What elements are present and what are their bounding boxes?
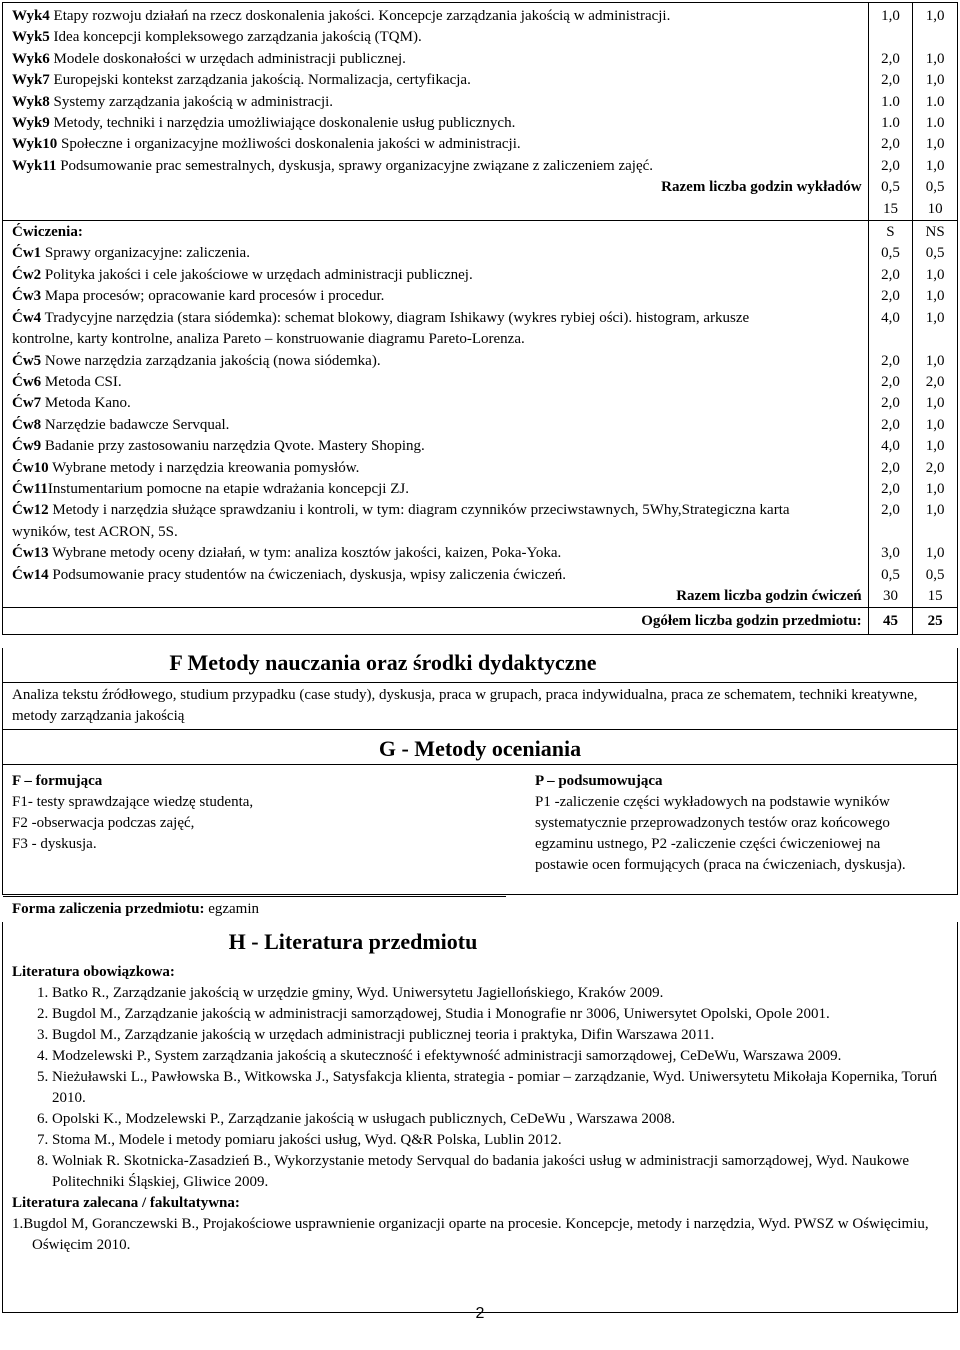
section-g-title: G - Metody oceniania (378, 736, 582, 761)
formative-assessment: F – formująca F1- testy sprawdzające wiedzę studenta, F2 -obserwacja podczas zajęć, F3 - dyskusja. (3, 765, 516, 895)
exercise-item: Ćw10 Wybrane metody i narzędzia kreowania pomysłów. (12, 459, 360, 476)
exercise-item: Ćw3 Mapa procesów; opracowanie kard procesów i procedur. (12, 288, 385, 305)
literature-item: 1. Batko R., Zarządzanie jakością w urzędzie gminy, Wyd. Uniwersytetu Jagiellońskiego, Kraków 2009. (52, 983, 947, 1004)
exercise-item: Ćw4 Tradycyjne narzędzia (stara siódemka): schemat blokowy, diagram Ishikawy (wykres rybiej ości). histogram, arkusze kontrolne, karty kontrolne, analiza Pareto – konstruowanie diagramu Pareto-Lorenza. (12, 309, 750, 348)
page-number: 2 (475, 1305, 485, 1322)
literature-item: 2. Bugdol M., Zarządzanie jakością w administracji samorządowej, Studia i Monografie nr 3006, Uniwersytet Opolski, Opole 2001. (52, 1004, 947, 1025)
section-h (2, 922, 958, 1313)
lecture-item: Wyk9 Metody, techniki i narzędzia umożliwiające doskonalenie usług publicznych. (12, 115, 516, 132)
grand-total-row: Ogółem liczba godzin przedmiotu: 45 25 (3, 608, 958, 635)
literature-item: 7. Stoma M., Modele i metody pomiaru jakości usług, Wyd. Q&R Polska, Lublin 2012. (52, 1130, 947, 1151)
exercise-item: Ćw7 Metoda Kano. (12, 395, 131, 412)
literature-item: 4. Modzelewski P., System zarządzania jakością a skuteczność i efektywność administracji samorządowej, CeDeWu, Warszawa 2009. (52, 1046, 947, 1067)
lecture-item: Wyk4 Etapy rozwoju działań na rzecz doskonalenia jakości. Koncepcje zarządzania jakością w administracji. (12, 8, 671, 24)
schedule-table (2, 2, 958, 635)
optional-literature: 1.Bugdol M, Goranczewski B., Projakościowe usprawnienie organizacji oparte na procesie. Koncepcje, metody i narzędzia, Wyd. PWSZ w Oświęcimiu, Oświęcim 2010. (12, 1216, 929, 1253)
sections-table (2, 648, 958, 895)
literature-item: 6. Opolski K., Modzelewski P., Zarządzanie jakością w usługach publicznych, CeDeWu , Warszawa 2008. (52, 1109, 947, 1130)
exercise-item: Ćw8 Narzędzie badawcze Servqual. (12, 416, 230, 433)
exercises-total-label: Razem liczba godzin ćwiczeń (676, 587, 862, 604)
lecture-item: Wyk5 Idea koncepcji kompleksowego zarządzania jakością (TQM). (12, 29, 422, 46)
section-f-text: Analiza tekstu źródłowego, studium przypadku (case study), dyskusja, praca w grupach, praca indywidualna, praca ze schematem, techniki kreatywne, metody zarządzania jakością (3, 683, 958, 730)
lecture-item: Wyk10 Społeczne i organizacyjne możliwości doskonalenia jakości w administracji. (12, 136, 521, 153)
exercise-item: Ćw14 Podsumowanie pracy studentów na ćwiczeniach, dyskusja, wpisy zaliczenia ćwiczeń. (12, 566, 566, 583)
exercise-item: Ćw6 Metoda CSI. (12, 373, 122, 390)
literature-item: 8. Wolniak R. Skotnicka-Zasadzień B., Wykorzystanie metody Servqual do badania jakości usług w administracji samorządowej, Wyd. Naukowe Politechniki Śląskiej, Gliwice 2009. (52, 1151, 947, 1193)
summative-assessment: P – podsumowująca P1 -zaliczenie części wykładowych na podstawie wyników systematycznie przeprowadzonych testów oraz końcowego egzaminu ustnego, P2 -zaliczenie części ćwiczeniowej na postawie ocen formujących (praca na ćwiczeniach, dyskusja). (515, 765, 958, 895)
exercises-header: Ćwiczenia: (12, 224, 83, 241)
exercise-item: Ćw9 Badanie przy zastosowaniu narzędzia Qvote. Mastery Shoping. (12, 438, 425, 455)
literature-item: 3. Bugdol M., Zarządzanie jakością w urzędach administracji publicznej teoria i praktyka, Difin Warszawa 2011. (52, 1025, 947, 1046)
exercise-item: Ćw2 Polityka jakości i cele jakościowe w urzędach administracji publicznej. (12, 266, 473, 283)
section-h-title: H - Literatura przedmiotu (228, 929, 478, 954)
section-f-title: F Metody nauczania oraz środki dydaktyczne (169, 650, 597, 675)
exercise-item: Ćw13 Wybrane metody oceny działań, w tym: analiza kosztów jakości, kaizen, Poka-Yoka. (12, 545, 562, 562)
lectures-row: Wyk4 Etapy rozwoju działań na rzecz doskonalenia jakości. Koncepcje zarządzania jakością w administracji. Wyk5 Idea koncepcji kompleksowego zarządzania jakością (TQM). Wyk6 Modele doskonałości w urzędach administracji publicznej. Wyk7 Europejski kontekst zarządzania jakością. Normalizacja, certyfikacja. Wyk8 Systemy zarządzania jakością w administracji. Wyk9 Metody, techniki i narzędzia umożliwiające doskonalenie usług publicznych. Wyk10 Społeczne i organizacyjne możliwości doskonalenia jakości w administracji. Wyk11 Podsumowanie prac semestralnych, dyskusja, sprawy organizacyjne związane z zaliczeniem zajęć. Razem liczba godzin wykładów 1,0 2,0 2,0 1.0 1.0 2,0 2,0 0,5 15 1,0 1,0 1,0 1.0 1.0 1,0 1,0 0,5 10 (3, 3, 958, 221)
exercise-item: Ćw11Instumentarium pomocne na etapie wdrażania koncepcji ZJ. (12, 480, 409, 497)
lecture-item: Wyk11 Podsumowanie prac semestralnych, dyskusja, sprawy organizacyjne związane z zaliczeniem zajęć. (12, 157, 654, 174)
lectures-total-label: Razem liczba godzin wykładów (661, 179, 862, 196)
lecture-item: Wyk6 Modele doskonałości w urzędach administracji publicznej. (12, 50, 406, 67)
required-literature: Literatura obowiązkowa: 1. Batko R., Zarządzanie jakością w urzędzie gminy, Wyd. Uniwersytetu Jagiellońskiego, Kraków 2009. 2. Bugdol M., Zarządzanie jakością w administracji samorządowej, Studia i Monografie nr 3006, Uniwersytet Opolski, Opole 2001. 3. Bugdol M., Zarządzanie jakością w urzędach administracji publicznej teoria i praktyka, Difin Warszawa 2011. 4. Modzelewski P., System zarządzania jakością a skuteczność i efektywność administracji samorządowej, CeDeWu, Warszawa 2009. 5. Nieżuławski L., Pawłowska B., Witkowska J., Satysfakcja klienta, strategia - pomiar – zarządzanie, Wyd. Uniwersytetu Mikołaja Kopernika, Toruń 2010. 6. Opolski K., Modzelewski P., Zarządzanie jakością w usługach publicznych, CeDeWu , Warszawa 2008. 7. Stoma M., Modele i metody pomiaru jakości usług, Wyd. Q&R Polska, Lublin 2012. 8. Wolniak R. Skotnicka-Zasadzień B., Wykorzystanie metody Servqual do badania jakości usług w administracji samorządowej, Wyd. Naukowe Politechniki Śląskiej, Gliwice 2009. Literatura zalecana / fakultatywna: 1.Bugdol M, Goranczewski B., Projakościowe usprawnienie organizacji oparte na procesie. Koncepcje, metody i narzędzia, Wyd. PWSZ w Oświęcimiu, Oświęcim 2010. (3, 962, 957, 1256)
exercise-item: Ćw1 Sprawy organizacyjne: zaliczenia. (12, 245, 250, 262)
form-of-credit: Forma zaliczenia przedmiotu: egzamin (3, 896, 506, 921)
literature-item: 5. Nieżuławski L., Pawłowska B., Witkowska J., Satysfakcja klienta, strategia - pomiar – zarządzanie, Wyd. Uniwersytetu Mikołaja Kopernika, Toruń 2010. (52, 1067, 947, 1109)
lecture-item: Wyk7 Europejski kontekst zarządzania jakością. Normalizacja, certyfikacja. (12, 72, 471, 89)
exercise-item: Ćw12 Metody i narzędzia służące sprawdzaniu i kontroli, w tym: diagram czynników przeciwstawnych, 5Why,Strategiczna karta wyników, test ACRON, 5S. (12, 502, 790, 540)
lecture-item: Wyk8 Systemy zarządzania jakością w administracji. (12, 93, 334, 110)
exercise-item: Ćw5 Nowe narzędzia zarządzania jakością (nowa siódemka). (12, 352, 381, 369)
exercises-row: Ćwiczenia: Ćw1 Sprawy organizacyjne: zaliczenia. Ćw2 Polityka jakości i cele jakościowe w urzędach administracji publicznej. Ćw3 Mapa procesów; opracowanie kard procesów i procedur. Ćw4 Tradycyjne narzędzia (stara siódemka): schemat blokowy, diagram Ishikawy (wykres rybiej ości). histogram, arkusze kontrolne, karty kontrolne, analiza Pareto – konstruowanie diagramu Pareto-Lorenza. Ćw5 Nowe narzędzia zarządzania jakością (nowa siódemka). Ćw6 Metoda CSI. Ćw7 Metoda Kano. Ćw8 Narzędzie badawcze Servqual. Ćw9 Badanie przy zastosowaniu narzędzia Qvote. Mastery Shoping. Ćw10 Wybrane metody i narzędzia kreowania pomysłów. Ćw11Instumentarium pomocne na etapie wdrażania koncepcji ZJ. Ćw12 Metody i narzędzia służące sprawdzaniu i kontroli, w tym: diagram czynników przeciwstawnych, 5Why,Strategiczna karta wyników, test ACRON, 5S. Ćw13 Wybrane metody oceny działań, w tym: analiza kosztów jakości, kaizen, Poka-Yoka. Ćw14 Podsumowanie pracy studentów na ćwiczeniach, dyskusja, wpisy zaliczenia ćwiczeń. Razem liczba godzin ćwiczeń S 0,5 2,0 2,0 4,0 2,0 2,0 2,0 2,0 4,0 2,0 2,0 2,0 3,0 0,5 30 NS 0,5 1,0 1,0 1,0 1,0 2,0 1,0 1,0 1,0 2,0 1,0 1,0 1,0 0,5 15 (3, 221, 958, 608)
